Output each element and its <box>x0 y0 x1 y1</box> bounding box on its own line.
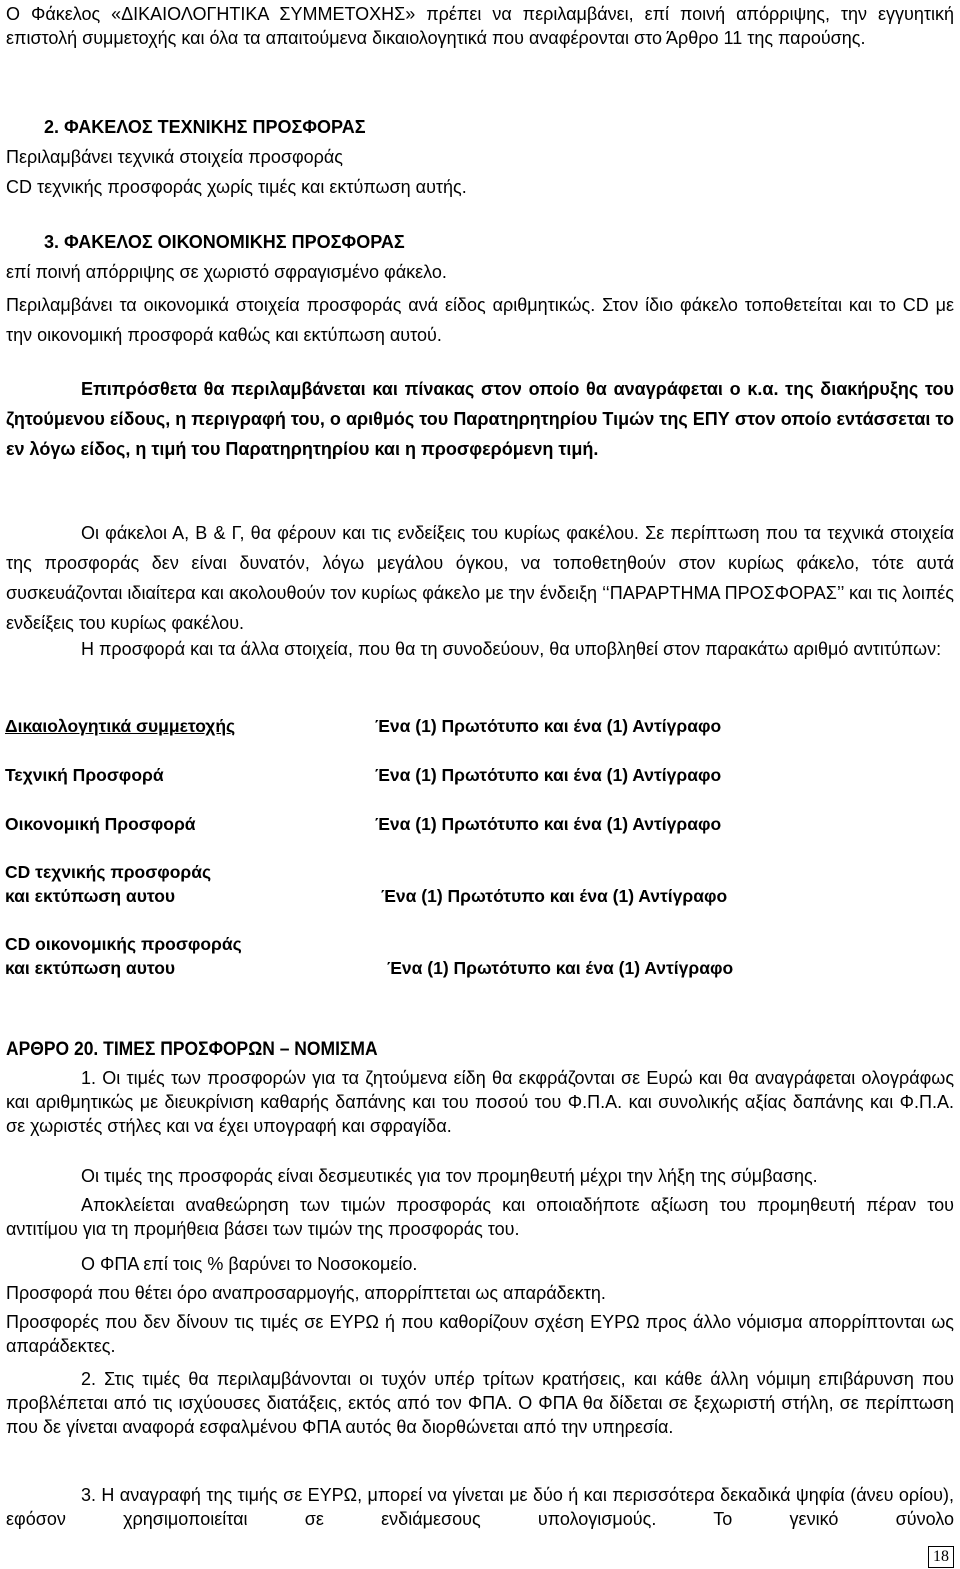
copies-row-label: Δικαιολογητικά συμμετοχής <box>5 716 236 736</box>
copies-row-label: CD οικονομικής προσφοράς <box>5 934 242 954</box>
section-2-line-1: Περιλαμβάνει τεχνικά στοιχεία προσφοράς <box>6 147 343 167</box>
section-2-heading: 2. ΦΑΚΕΛΟΣ ΤΕΧΝΙΚΗΣ ΠΡΟΣΦΟΡΑΣ <box>44 117 366 137</box>
copies-row-label: και εκτύπωση αυτου <box>5 958 176 978</box>
copies-row-value: Ένα (1) Πρωτότυπο και ένα (1) Αντίγραφο <box>375 716 722 736</box>
copies-row-label: CD τεχνικής προσφοράς <box>5 862 212 882</box>
article-20-paragraph-5: Προσφορά που θέτει όρο αναπροσαρμογής, απορρίπτεται ως απαράδεκτη. <box>6 1283 606 1303</box>
copies-row-value: Ένα (1) Πρωτότυπο και ένα (1) Αντίγραφο <box>387 958 734 978</box>
intro-paragraph: Ο Φάκελος «ΔΙΚΑΙΟΛΟΓΗΤΙΚΑ ΣΥΜΜΕΤΟΧΗΣ» πρέπει να περιλαμβάνει, επί ποινή απόρριψης, την εγγυητική επιστολή συμμετοχής και όλα τα απαιτούμενα δικαιολογητικά που αναφέρονται στο Άρθρο 11 της παρούσης. <box>6 4 954 48</box>
article-20-paragraph-7: 2. Στις τιμές θα περιλαμβάνονται οι τυχόν υπέρ τρίτων κρατήσεις, και κάθε άλλη νόμιμη επιβάρυνση που προβλέπεται από τις ισχύουσες διατάξεις, εκτός από τον ΦΠΑ. Ο ΦΠΑ θα δίδεται σε ξεχωριστή στήλη, σε περίπτωση που δε γίνεται αναφορά εσφαλμένου ΦΠΑ αυτός θα διορθώνεται από την υπηρεσία. <box>6 1369 954 1437</box>
section-2-line-2: CD τεχνικής προσφοράς χωρίς τιμές και εκτύπωση αυτής. <box>6 177 467 197</box>
page-number: 18 <box>928 1546 954 1568</box>
copies-row-value: Ένα (1) Πρωτότυπο και ένα (1) Αντίγραφο <box>375 814 722 834</box>
article-20-paragraph-2: Οι τιμές της προσφοράς είναι δεσμευτικές για τον προμηθευτή μέχρι την λήξη της σύμβασης. <box>81 1166 818 1186</box>
article-20-paragraph-4: Ο ΦΠΑ επί τοις % βαρύνει το Νοσοκομείο. <box>81 1254 418 1274</box>
section-3-heading: 3. ΦΑΚΕΛΟΣ ΟΙΚΟΝΟΜΙΚΗΣ ΠΡΟΣΦΟΡΑΣ <box>44 232 405 252</box>
section-3-paragraph: Περιλαμβάνει τα οικονομικά στοιχεία προσφοράς ανά είδος αριθμητικώς. Στον ίδιο φάκελο τοποθετείται και το CD με την οικονομική προσφορά καθώς και εκτύπωση αυτού. <box>6 295 954 345</box>
article-20-paragraph-6: Προσφορές που δεν δίνουν τις τιμές σε ΕΥΡΩ ή που καθορίζουν σχέση ΕΥΡΩ προς άλλο νόμισμα απορρίπτονται ως απαράδεκτες. <box>6 1312 954 1356</box>
copies-row-value: Ένα (1) Πρωτότυπο και ένα (1) Αντίγραφο <box>381 886 728 906</box>
article-20-heading: ΑΡΘΡΟ 20. ΤΙΜΕΣ ΠΡΟΣΦΟΡΩΝ – ΝΟΜΙΣΜΑ <box>6 1039 378 1060</box>
bold-paragraph: Επιπρόσθετα θα περιλαμβάνεται και πίνακας στον οποίο θα αναγράφεται ο κ.α. της διακήρυξης του ζητούμενου είδους, η περιγραφή του, ο αριθμός του Παρατηρητηρίου Τιμών της ΕΠΥ στον οποίο εντάσσεται το εν λόγω είδος, η τιμή του Παρατηρητηρίου και η προσφερόμενη τιμή. <box>6 379 954 459</box>
copies-row-label: Τεχνική Προσφορά <box>5 765 164 785</box>
section-3-line-1: επί ποινή απόρριψης σε χωριστό σφραγισμένο φάκελο. <box>6 262 447 282</box>
copies-row-label: Οικονομική Προσφορά <box>5 814 196 834</box>
copies-row-value: Ένα (1) Πρωτότυπο και ένα (1) Αντίγραφο <box>375 765 722 785</box>
article-20-paragraph-3: Αποκλείεται αναθεώρηση των τιμών προσφοράς και οποιαδήποτε αξίωση του προμηθευτή πέραν του αντιτίμου για τη προμήθεια βάσει των τιμών της προσφοράς του. <box>6 1195 954 1239</box>
envelopes-paragraph: Οι φάκελοι Α, Β & Γ, θα φέρουν και τις ενδείξεις του κυρίως φακέλου. Σε περίπτωση που τα τεχνικά στοιχεία της προσφοράς δεν είναι δυνατόν, λόγω μεγάλου όγκου, να τοποθετηθούν στον κυρίως φάκελο, τότε αυτά συσκευάζονται ιδιαίτερα και ακολουθούν τον κυρίως φάκελο με την ένδειξη ‘‘ΠΑΡΑΡΤΗΜΑ ΠΡΟΣΦΟΡΑΣ’’ και τις λοιπές ενδείξεις του κυρίως φακέλου. <box>6 523 954 633</box>
copies-paragraph: Η προσφορά και τα άλλα στοιχεία, που θα τη συνοδεύουν, θα υποβληθεί στον παρακάτω αριθμό αντιτύπων: <box>81 639 942 659</box>
copies-row-label: και εκτύπωση αυτου <box>5 886 176 906</box>
article-20-paragraph-1: 1. Οι τιμές των προσφορών για τα ζητούμενα είδη θα εκφράζονται σε Ευρώ και θα αναγράφεται ολογράφως και αριθμητικώς με διευκρίνιση καθαρής δαπάνης και του ποσού του Φ.Π.Α. και συνολικής αξίας δαπάνης και Φ.Π.Α. σε χωριστές στήλες και να έχει υπογραφή και σφραγίδα. <box>6 1068 954 1136</box>
article-20-paragraph-8: 3. Η αναγραφή της τιμής σε ΕΥΡΩ, μπορεί να γίνεται με δύο ή και περισσότερα δεκαδικά ψηφία (άνευ ορίου), εφόσον χρησιμοποιείται σε ενδιάμεσους υπολογισμούς. Το γενικό σύνολο <box>6 1485 954 1529</box>
